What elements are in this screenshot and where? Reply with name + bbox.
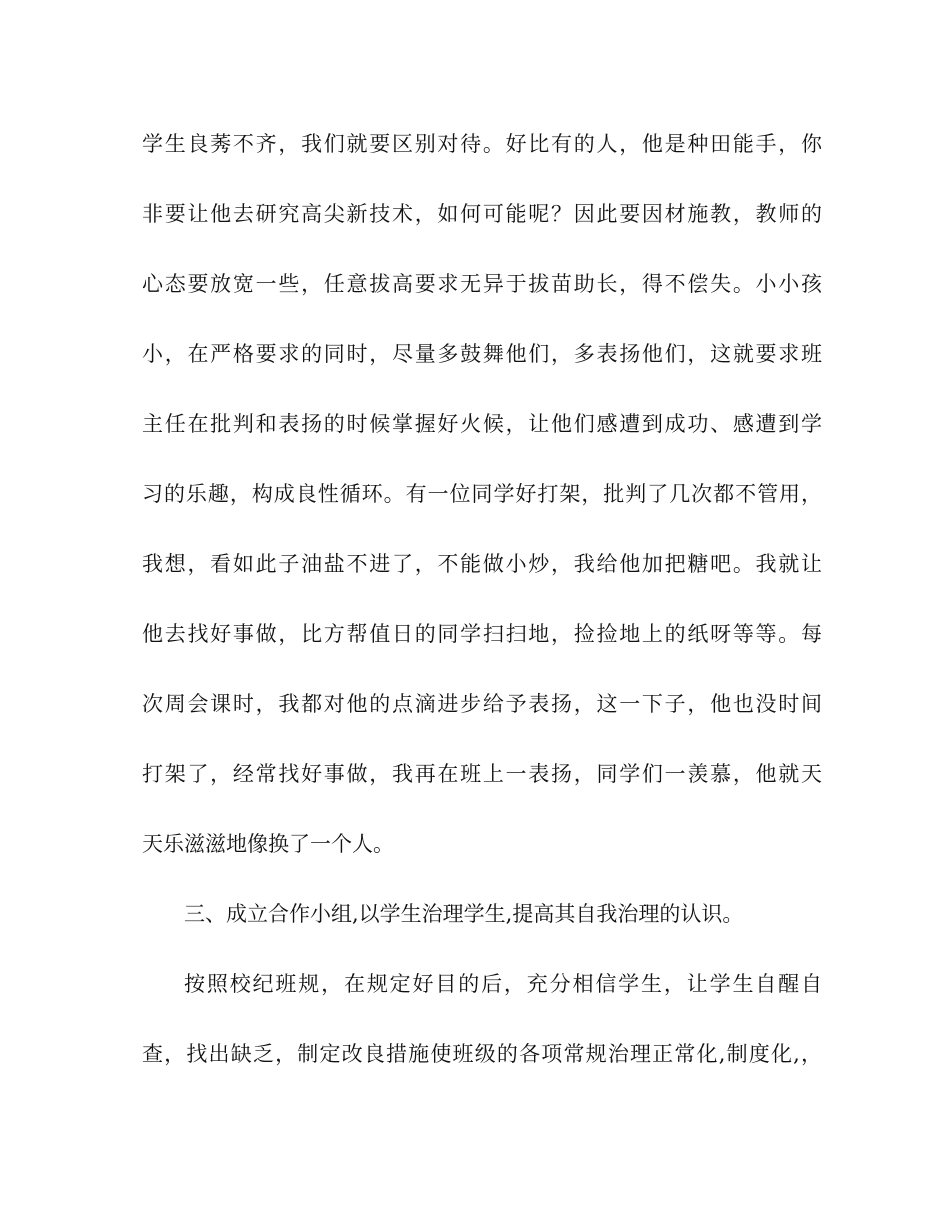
text-line-14: 查，找出缺乏，制定改良措施使班级的各项常规治理正常化,制度化,， <box>142 1042 822 1066</box>
text-line-1: 学生良莠不齐，我们就要区别对待。好比有的人，他是种田能手，你 <box>142 132 822 156</box>
text-line-13: 按照校纪班规，在规定好目的后，充分相信学生，让学生自醒自 <box>184 972 822 996</box>
text-line-11: 天乐滋滋地像换了一个人。 <box>142 832 394 856</box>
text-line-8: 他去找好事做，比方帮值日的同学扫扫地，捡捡地上的纸呀等等。每 <box>142 622 822 646</box>
text-line-5: 主任在批判和表扬的时候掌握好火候，让他们感遭到成功、感遭到学 <box>142 412 822 436</box>
text-line-3: 心态要放宽一些，任意拔高要求无异于拔苗助长，得不偿失。小小孩 <box>142 272 822 296</box>
text-line-9: 次周会课时，我都对他的点滴进步给予表扬，这一下子，他也没时间 <box>142 692 822 716</box>
text-line-2: 非要让他去研究高尖新技术，如何可能呢？因此要因材施教，教师的 <box>142 202 822 226</box>
text-line-4: 小，在严格要求的同时，尽量多鼓舞他们，多表扬他们，这就要求班 <box>142 342 822 366</box>
text-line-6: 习的乐趣，构成良性循环。有一位同学好打架，批判了几次都不管用， <box>142 482 822 506</box>
text-line-7: 我想，看如此子油盐不进了，不能做小炒，我给他加把糖吧。我就让 <box>142 552 822 576</box>
section-heading: 三、成立合作小组,以学生治理学生,提高其自我治理的认识。 <box>184 902 744 926</box>
text-line-10: 打架了，经常找好事做，我再在班上一表扬，同学们一羡慕，他就天 <box>142 762 822 786</box>
